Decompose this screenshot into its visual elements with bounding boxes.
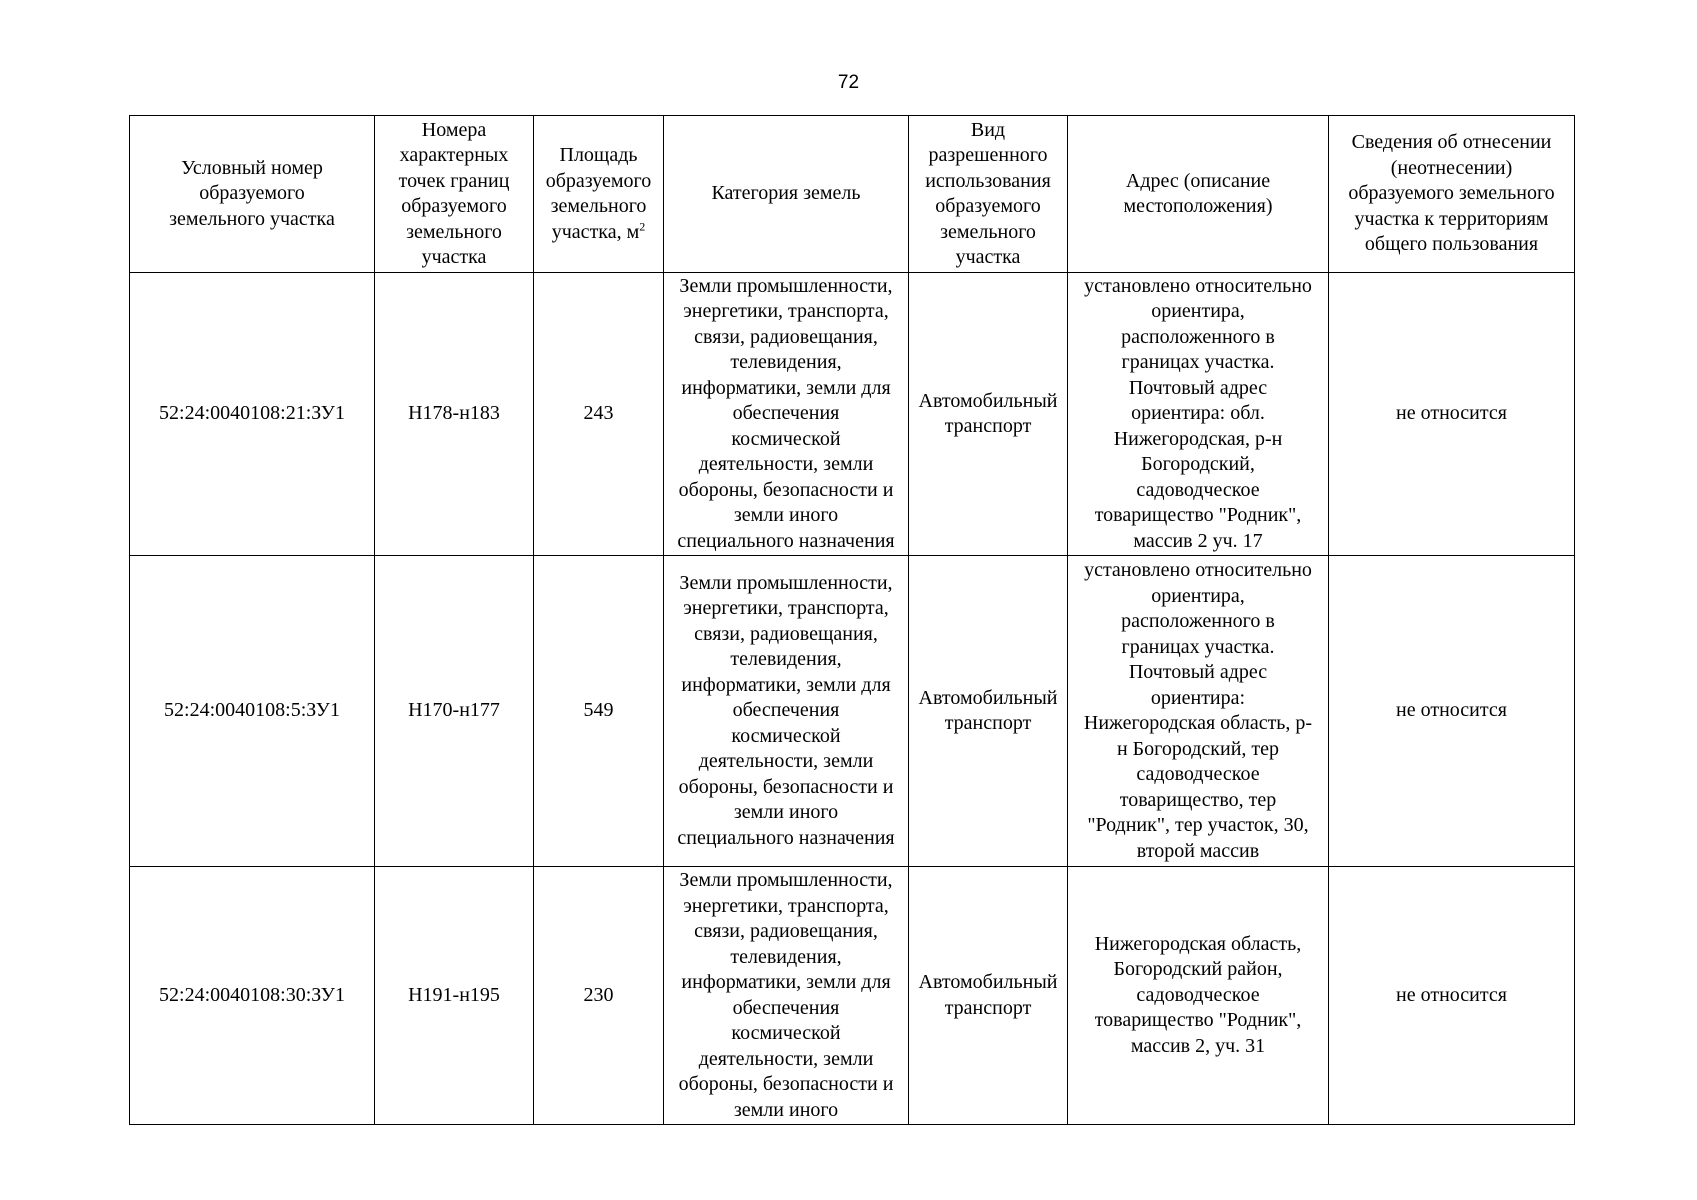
text-line: расположенного в [1121, 610, 1275, 632]
text-line: обороны, безопасности и [678, 478, 894, 501]
text-line: телевидения, [730, 648, 842, 671]
text-line: образуемого [545, 169, 652, 192]
text-line: второй массив [1136, 839, 1260, 862]
text-line: земельного участка [169, 207, 335, 230]
text-line: установлено относительно [1084, 274, 1312, 297]
permitted-use [909, 867, 1068, 1125]
text-line: товарищество "Родник", [1094, 504, 1302, 527]
text-line: товарищество, тер [1119, 788, 1277, 811]
plot-area: 230 [534, 867, 664, 1125]
text-line: информатики, земли для [681, 376, 891, 399]
text-line: Автомобильный [918, 389, 1058, 412]
text-line: Нижегородская область, р- [1083, 712, 1313, 734]
plot-address [1068, 867, 1329, 1125]
text-line: товарищество "Родник", [1094, 1009, 1302, 1032]
land-category [664, 273, 909, 556]
text-line: Сведения об отнесении [1351, 131, 1552, 154]
text-line: массив 2, уч. 31 [1130, 1034, 1266, 1057]
text-line: космической [731, 427, 841, 450]
text-line: Автомобильный [918, 686, 1058, 709]
land-plots-table [129, 115, 1575, 1125]
text-line: Земли промышленности, [679, 571, 893, 594]
header-public-territory [1329, 116, 1575, 273]
text-line: связи, радиовещания, [694, 622, 878, 645]
text-line: телевидения, [730, 351, 842, 374]
page-number: 72 [837, 72, 860, 93]
text-line: энергетики, транспорта, [683, 300, 889, 323]
text-line: точек границ [398, 169, 510, 192]
text-line: расположенного в [1121, 325, 1275, 348]
text-line: общего пользования [1364, 233, 1539, 256]
table-row [130, 273, 1575, 556]
text-line: обеспечения [732, 699, 840, 722]
text-line: Автомобильный [918, 971, 1058, 993]
text-line: Почтовый адрес [1128, 376, 1268, 399]
text-line: земельного [550, 195, 647, 217]
text-line: Земли промышленности, [679, 274, 893, 297]
land-category [664, 867, 909, 1125]
text-line: установлено относительно [1084, 559, 1312, 581]
text-line: Богородский, [1141, 453, 1255, 476]
text-line: образуемого земельного [1348, 182, 1555, 205]
text-line: Адрес (описание [1125, 169, 1271, 192]
text-line: характерных [399, 144, 509, 166]
text-line: границах участка. [1121, 635, 1275, 658]
text-line: н Богородский, тер [1116, 737, 1280, 760]
plot-area: 243 [534, 273, 664, 556]
text-line: Номера [421, 118, 487, 141]
text-line: Земли промышленности, [679, 869, 893, 891]
text-line: обеспечения [732, 996, 840, 1019]
text-line: специального назначения [677, 529, 895, 552]
table-row [130, 556, 1575, 867]
text-line: массив 2 уч. 17 [1133, 529, 1263, 552]
plot-area: 549 [534, 556, 664, 867]
text-line: транспорт [944, 996, 1032, 1019]
plot-number: 52:24:0040108:30:ЗУ1 [130, 867, 375, 1125]
text-line: местоположения) [1123, 195, 1273, 217]
text-line: транспорт [944, 712, 1032, 734]
text-line: Условный номер [181, 156, 323, 179]
boundary-points: Н178-н183 [375, 273, 534, 556]
text-line: транспорт [944, 415, 1032, 437]
text-line: космической [731, 724, 841, 747]
public-territory-status: не относится [1329, 556, 1575, 867]
text-line: деятельности, земли [698, 453, 874, 476]
text-line: информатики, земли для [681, 971, 891, 993]
plot-address [1068, 273, 1329, 556]
text-line: Категория земель [711, 182, 861, 205]
boundary-points: Н170-н177 [375, 556, 534, 867]
text-line: деятельности, земли [698, 750, 874, 773]
text-line: информатики, земли для [681, 673, 891, 696]
boundary-points: Н191-н195 [375, 867, 534, 1125]
text-line: участка к территориям [1354, 207, 1549, 230]
public-territory-status: не относится [1329, 867, 1575, 1125]
text-line: образуемого [199, 182, 305, 205]
table-row [130, 867, 1575, 1125]
text-line: земли иного [733, 1098, 839, 1121]
header-address [1068, 116, 1329, 273]
plot-number: 52:24:0040108:21:ЗУ1 [130, 273, 375, 556]
text-line: садоводческое [1136, 478, 1260, 501]
text-line: ориентира, [1151, 584, 1245, 607]
text-line: использования [925, 169, 1051, 192]
header-permitted-use [909, 116, 1068, 273]
text-line: энергетики, транспорта, [683, 597, 889, 620]
text-line: специального назначения [677, 826, 895, 849]
text-line: "Родник", тер участок, 30, [1087, 814, 1309, 836]
text-line: связи, радиовещания, [694, 920, 878, 942]
land-category [664, 556, 909, 867]
header-boundary-points [375, 116, 534, 273]
text-line: участка [421, 246, 487, 268]
plot-address [1068, 556, 1329, 867]
plot-number: 52:24:0040108:5:ЗУ1 [130, 556, 375, 867]
text-line: телевидения, [730, 945, 842, 968]
text-line: садоводческое [1136, 983, 1260, 1006]
text-line: земельного [406, 220, 502, 243]
text-line: ориентира: обл. [1131, 402, 1265, 425]
text-line: энергетики, транспорта, [683, 894, 889, 917]
permitted-use [909, 273, 1068, 556]
text-line: связи, радиовещания, [694, 325, 878, 348]
permitted-use [909, 556, 1068, 867]
text-line: участка [955, 246, 1021, 268]
text-line: земли иного [733, 801, 839, 824]
text-line: (неотнесении) [1390, 156, 1513, 179]
text-line: земли иного [733, 504, 839, 527]
header-land-category [664, 116, 909, 273]
text-line: Почтовый адрес [1128, 661, 1268, 683]
text-line: образуемого [401, 195, 507, 217]
text-line: обороны, безопасности и [678, 775, 894, 798]
text-line: ориентира, [1151, 300, 1245, 323]
text-line: образуемого [935, 195, 1041, 217]
text-line: Богородский район, [1113, 958, 1283, 981]
text-line: обороны, безопасности и [678, 1073, 894, 1095]
text-line: разрешенного [928, 144, 1048, 166]
text-line: Нижегородская, р-н [1113, 427, 1283, 450]
header-area: Площадь образуемого земельного участка, $м^2$ [534, 116, 664, 273]
text-line: Нижегородская область, [1094, 932, 1302, 955]
text-line: границах участка. [1121, 351, 1275, 374]
text-line: Вид [970, 118, 1006, 141]
text-line: земельного [940, 220, 1036, 243]
header-plot-number [130, 116, 375, 273]
text-line: ориентира: [1150, 686, 1246, 709]
public-territory-status: не относится [1329, 273, 1575, 556]
table-header-row [130, 116, 1575, 273]
text-line: обеспечения [732, 402, 840, 425]
text-line: деятельности, земли [698, 1047, 874, 1070]
text-line: Площадь [559, 144, 638, 166]
text-line: садоводческое [1136, 763, 1260, 785]
text-line: космической [731, 1022, 841, 1044]
